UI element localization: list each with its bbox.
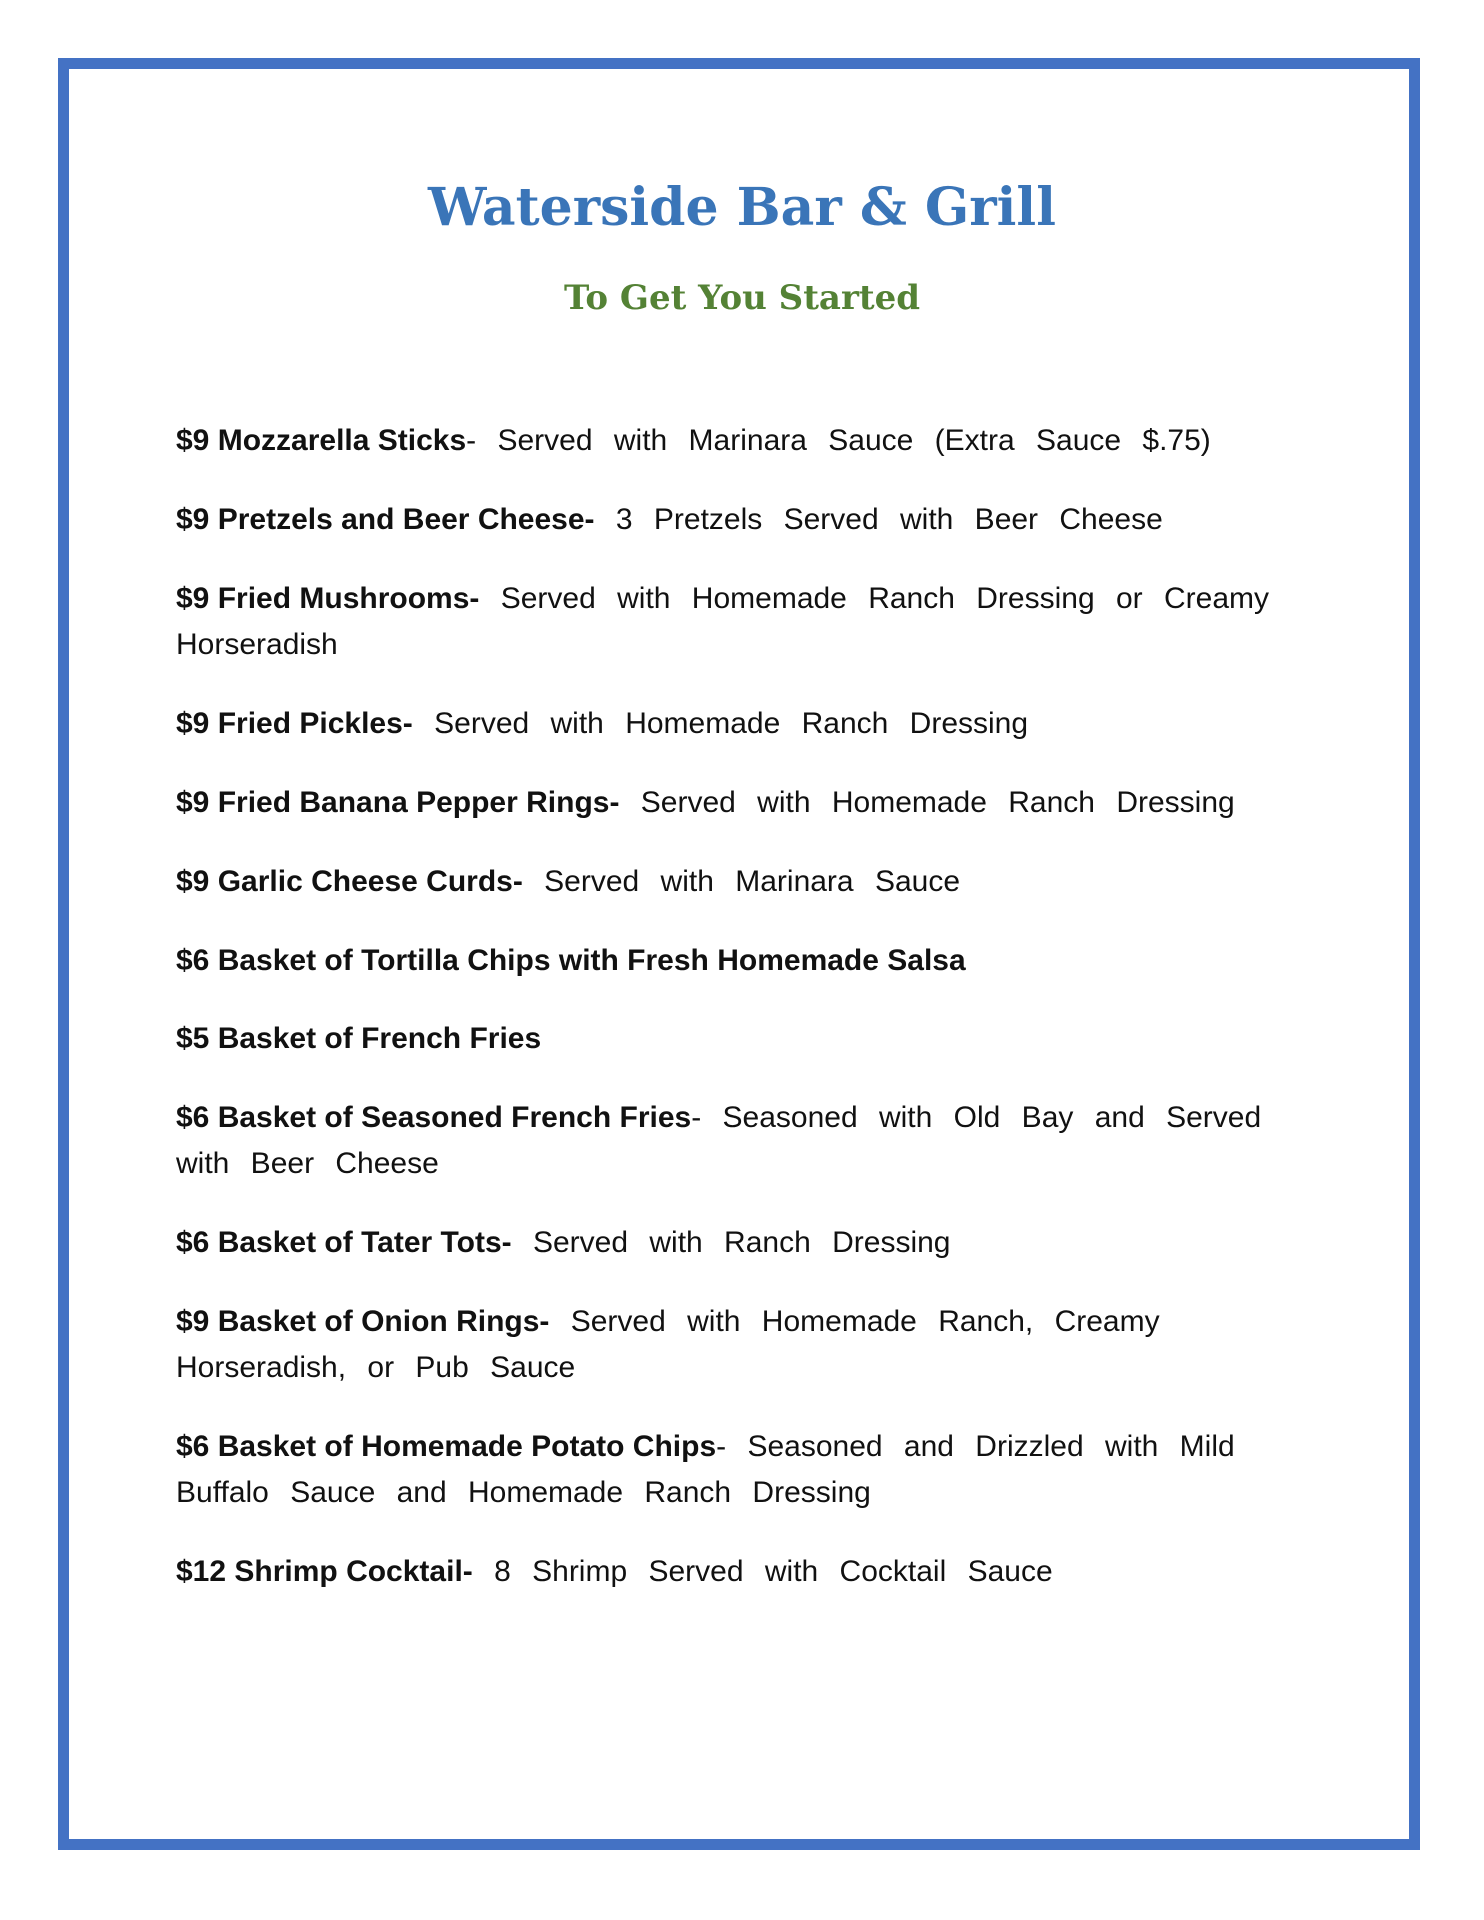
menu-item-description: - Seasoned with Old Bay and Served with Beer Cheese xyxy=(176,1101,1262,1180)
menu-item-name: $6 Basket of Tortilla Chips with Fresh Homemade Salsa xyxy=(176,944,966,977)
section-subtitle: To Get You Started xyxy=(564,278,920,318)
menu-item-description: Served with Homemade Ranch Dressing xyxy=(619,786,1235,819)
menu-item-french-fries xyxy=(176,1016,1306,1062)
menu-item-description: Served with Homemade Ranch, Creamy Horseradish, or Pub Sauce xyxy=(176,1305,1160,1384)
page-title: Waterside Bar & Grill xyxy=(428,177,1056,238)
menu-item-name: $6 Basket of Homemade Potato Chips xyxy=(176,1430,717,1463)
menu-item-tortilla-chips xyxy=(176,938,1306,984)
menu-item-name: $5 Basket of French Fries xyxy=(176,1022,542,1055)
menu-item-name: $12 Shrimp Cocktail- xyxy=(176,1555,473,1588)
menu-item-onion-rings xyxy=(176,1299,1306,1391)
menu-item-description: Served with Ranch Dressing xyxy=(511,1226,951,1259)
menu-item-name: $9 Pretzels and Beer Cheese- xyxy=(176,503,595,536)
menu-item-name: $6 Basket of Seasoned French Fries xyxy=(176,1101,692,1134)
menu-item-shrimp-cocktail xyxy=(176,1549,1306,1595)
menu-item-tater-tots xyxy=(176,1220,1306,1266)
menu-item-fried-mushrooms xyxy=(176,576,1306,668)
menu-item-name: $9 Fried Pickles- xyxy=(176,707,413,740)
menu-item-seasoned-french-fries xyxy=(176,1095,1306,1187)
menu-item-name: $9 Garlic Cheese Curds- xyxy=(176,865,523,898)
menu-item-name: $9 Basket of Onion Rings- xyxy=(176,1305,550,1338)
menu-item-name: $9 Mozzarella Sticks xyxy=(176,424,467,457)
menu-item-mozzarella-sticks xyxy=(176,418,1306,464)
menu-item-fried-banana-pepper-rings xyxy=(176,780,1306,826)
menu-item-description: Served with Marinara Sauce xyxy=(522,865,961,898)
menu-item-name: $6 Basket of Tater Tots- xyxy=(176,1226,512,1259)
menu-item-fried-pickles xyxy=(176,701,1306,747)
menu-item-homemade-potato-chips xyxy=(176,1424,1306,1516)
menu-item-name: $9 Fried Mushrooms- xyxy=(176,582,480,615)
menu-item-description: 3 Pretzels Served with Beer Cheese xyxy=(594,503,1163,536)
menu-item-pretzels-beer-cheese xyxy=(176,497,1306,543)
menu-item-description: 8 Shrimp Served with Cocktail Sauce xyxy=(472,1555,1053,1588)
menu-item-description: - Served with Marinara Sauce (Extra Sauce $.75) xyxy=(466,424,1211,457)
menu-item-description: - Seasoned and Drizzled with Mild Buffalo Sauce and Homemade Ranch Dressing xyxy=(176,1430,1235,1509)
menu-item-description: Served with Homemade Ranch Dressing or Creamy Horseradish xyxy=(176,582,1269,661)
menu-item-name: $9 Fried Banana Pepper Rings- xyxy=(176,786,620,819)
menu-item-garlic-cheese-curds xyxy=(176,859,1306,905)
menu-item-description: Served with Homemade Ranch Dressing xyxy=(412,707,1029,740)
